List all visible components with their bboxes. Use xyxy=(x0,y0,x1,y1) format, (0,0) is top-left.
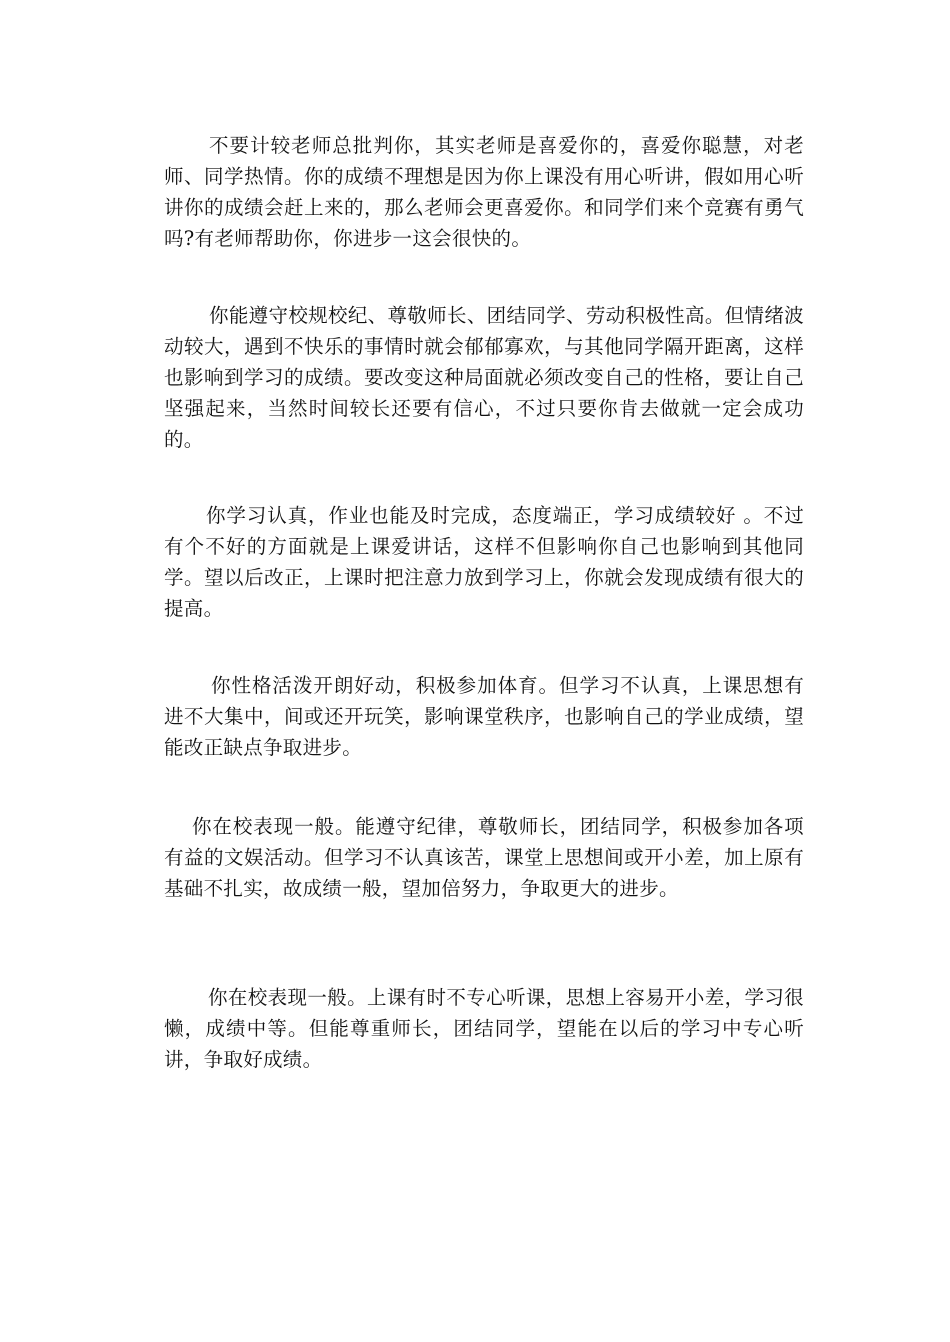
comment-paragraph-4: 你性格活泼开朗好动，积极参加体育。但学习不认真，上课思想有进不大集中，间或还开玩笑，影响课堂秩序，也影响自己的学业成绩，望能改正缺点争取进步。 xyxy=(164,674,804,759)
comment-paragraph-5: 你在校表现一般。能遵守纪律，尊敬师长，团结同学，积极参加各项有益的文娱活动。但学习不认真该苦，课堂上思想间或开小差，加上原有基础不扎实，故成绩一般，望加倍努力，争取更大的进步。 xyxy=(164,815,804,900)
comment-paragraph-3: 你学习认真，作业也能及时完成，态度端正，学习成绩较好 。不过有个不好的方面就是上课爱讲话，这样不但影响你自己也影响到其他同学。望以后改正，上课时把注意力放到学习上，你就会发现成绩有很大的提高。 xyxy=(164,504,804,620)
comment-paragraph-6: 你在校表现一般。上课有时不专心听课，思想上容易开小差，学习很懒，成绩中等。但能尊重师长，团结同学，望能在以后的学习中专心听讲，争取好成绩。 xyxy=(164,986,804,1071)
comment-paragraph-1: 不要计较老师总批判你，其实老师是喜爱你的，喜爱你聪慧，对老师、同学热情。你的成绩不理想是因为你上课没有用心听讲，假如用心听讲你的成绩会赶上来的，那么老师会更喜爱你。和同学们来个竞赛有勇气吗?有老师帮助你，你进步一这会很快的。 xyxy=(164,134,804,250)
comment-paragraph-2: 你能遵守校规校纪、尊敬师长、团结同学、劳动积极性高。但情绪波动较大，遇到不快乐的事情时就会郁郁寡欢，与其他同学隔开距离，这样也影响到学习的成绩。要改变这种局面就必须改变自己的性格，要让自己坚强起来，当然时间较长还要有信心，不过只要你肯去做就一定会成功的。 xyxy=(164,304,804,451)
